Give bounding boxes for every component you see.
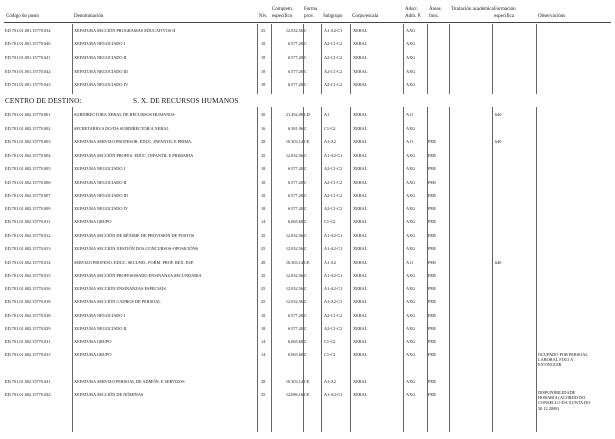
cell-comp: 6.577,20	[287, 82, 303, 87]
cell-form: CE	[304, 139, 310, 144]
cell-adscr: AXG	[406, 246, 416, 251]
cell-form: C	[304, 69, 307, 74]
cell-adscr: AXG	[406, 313, 416, 318]
cell-code: ED.701.01.001.15770.042	[5, 69, 51, 74]
cell-level: 25	[261, 299, 266, 304]
cell-level: 18	[261, 313, 266, 318]
cell-level: 18	[261, 180, 266, 185]
cell-sub: A1-A2-C1	[324, 273, 343, 278]
cell-name: XEFATURA NEGOCIADO III	[74, 69, 128, 74]
cell-name: XEFATURA SECCIÓN CADROS DE PERSOAL	[74, 299, 161, 304]
cell-form: C	[304, 41, 307, 46]
cell-level: 14	[261, 352, 266, 357]
cell-adscr: A11	[406, 260, 414, 265]
cell-corpo: XERAL	[353, 55, 368, 60]
cell-sub: A1-A2-C1	[324, 28, 343, 33]
cell-comp: 6.577,20	[287, 55, 303, 60]
cell-comp: 6.577,20	[287, 193, 303, 198]
cell-area: PER	[428, 166, 436, 171]
cell-formacion: 640	[495, 139, 502, 144]
cell-comp: 12.032,56	[285, 28, 303, 33]
cell-code: ED.701.01.002.15770.007	[5, 193, 51, 198]
cell-comp: 12.032,56	[285, 286, 303, 291]
cell-adscr: AXG	[406, 82, 416, 87]
table-row	[0, 379, 615, 388]
cell-formacion: 640	[495, 260, 502, 265]
cell-level: 14	[261, 339, 266, 344]
observation-persoal-laboral	[538, 352, 588, 368]
section-name: S. X. DE RECURSOS HUMANOS	[133, 97, 239, 105]
cell-code: ED.701.01.002.15770.002	[5, 126, 51, 131]
cell-form: C	[304, 153, 307, 158]
header-forma-1: Forma	[304, 7, 318, 12]
cell-name: SECRETARIO/A DO/DA SUBDIRECTOR/A XERAL	[74, 126, 169, 131]
header-codigo: Código do posto	[6, 14, 40, 19]
cell-sub: A1-A2-C1	[324, 246, 343, 251]
header-observacions: Observacións	[538, 14, 566, 19]
observation-dispoñibilidade	[538, 390, 590, 411]
cell-code: ED.701.01.001.15770.034	[5, 28, 51, 33]
cell-area: PER	[428, 219, 436, 224]
cell-level: 18	[261, 193, 266, 198]
header-corpo: Corpo/escala	[352, 14, 379, 19]
cell-corpo: XERAL	[353, 139, 368, 144]
cell-sub: C1-C2	[324, 219, 336, 224]
cell-level: 14	[261, 219, 266, 224]
header-formacion-2: específica	[494, 14, 514, 19]
cell-level: 18	[261, 41, 266, 46]
table-row	[0, 82, 615, 91]
cell-form: C	[304, 193, 307, 198]
cell-form: C	[304, 286, 307, 291]
cell-comp: 16.303,14	[285, 260, 303, 265]
header-areas-2: func.	[429, 14, 440, 19]
table-row	[0, 352, 615, 361]
cell-corpo: XERAL	[353, 326, 368, 331]
cell-name: XEFATURA NEGOCIADO III	[74, 193, 128, 198]
cell-sub: A1-A2-C1	[324, 233, 343, 238]
cell-area: PER	[428, 206, 436, 211]
header-forma-2: prov.	[304, 14, 315, 19]
cell-corpo: XERAL	[353, 233, 368, 238]
header-rule	[4, 22, 611, 23]
header-complemento-2: específico	[272, 14, 293, 19]
cell-adscr: AXG	[406, 69, 416, 74]
cell-form: C	[304, 126, 307, 131]
cell-level: 18	[261, 166, 266, 171]
cell-corpo: XERAL	[353, 246, 368, 251]
cell-area: PER	[428, 139, 436, 144]
observation-line: CONSELLO DA XUNTA DO	[538, 400, 591, 406]
cell-adscr: AXG	[406, 352, 416, 357]
cell-adscr: AXG	[406, 326, 416, 331]
cell-level: 25	[261, 153, 266, 158]
header-areas-1: Áreas	[429, 7, 441, 12]
cell-name: XEFATURA NEGOCIADO II	[74, 55, 127, 60]
cell-sub: A1-A2-C1	[324, 153, 343, 158]
cell-name: XEFATURA GRUPO	[74, 339, 112, 344]
cell-name: XEFATURA SERVIZO PERSOAL DE ADMÓN. E SERVIZOS	[74, 379, 185, 384]
cell-comp: 6.065,60	[287, 219, 303, 224]
cell-name: SUBDIRECTORA XERAL DE RECURSOS HUMANOS	[74, 112, 175, 117]
cell-adscr: AXG	[406, 41, 416, 46]
cell-level: 30	[261, 112, 266, 117]
cell-sub: C1-C2	[324, 339, 336, 344]
cell-name: XEFATURA NEGOCIADO II	[74, 326, 127, 331]
cell-corpo: XERAL	[353, 82, 368, 87]
cell-name: XEFATURA NEGOCIADO IV	[74, 206, 129, 211]
cell-form: C	[304, 299, 307, 304]
cell-adscr: AXG	[406, 379, 416, 384]
table-row	[0, 41, 615, 50]
cell-sub: A2-C1-C2	[324, 41, 343, 46]
cell-form: C	[304, 273, 307, 278]
cell-level: 25	[261, 28, 266, 33]
cell-adscr: AXG	[406, 286, 416, 291]
cell-adscr: AXG	[406, 339, 416, 344]
cell-level: 28	[261, 260, 266, 265]
cell-corpo: XERAL	[353, 166, 368, 171]
cell-comp: 6.065,60	[287, 352, 303, 357]
cell-name: XEFATURA NEGOCIADO I	[74, 41, 126, 46]
cell-code: ED.701.01.002.15770.003	[5, 139, 51, 144]
cell-area: PER	[428, 286, 436, 291]
cell-comp: 12.032,56	[285, 153, 303, 158]
table-row	[0, 260, 615, 269]
header-titulacion: Titulación académica	[451, 7, 494, 12]
cell-corpo: XERAL	[353, 69, 368, 74]
cell-comp: 12.032,56	[285, 299, 303, 304]
table-row	[0, 69, 615, 78]
cell-corpo: XERAL	[353, 153, 368, 158]
header-adscricion-2: Adm. P.	[405, 14, 421, 19]
cell-corpo: XERAL	[353, 379, 368, 384]
cell-name: XEFATURA NEGOCIADO II	[74, 180, 127, 185]
cell-code: ED.701.01.002.15770.042	[5, 392, 51, 397]
cell-form: C	[304, 313, 307, 318]
cell-name: XEFATURA GRUPO	[74, 352, 112, 357]
cell-level: 18	[261, 69, 266, 74]
table-row	[0, 28, 615, 37]
section-label: CENTRO DE DESTINO:	[5, 97, 82, 105]
table-row	[0, 286, 615, 295]
cell-formacion: 640	[495, 112, 502, 117]
cell-adscr: AXG	[406, 299, 416, 304]
cell-sub: A1-A2	[324, 379, 336, 384]
cell-adscr: AXG	[406, 180, 416, 185]
cell-sub: A1	[324, 112, 330, 117]
cell-comp: 6.577,20	[287, 313, 303, 318]
header-subgrupo: Subgrupo	[323, 14, 343, 19]
cell-level: 25	[261, 286, 266, 291]
cell-area: PER	[428, 326, 436, 331]
cell-sub: A1-A2	[324, 260, 336, 265]
cell-corpo: XERAL	[353, 28, 368, 33]
cell-sub: A2-C1-C2	[324, 193, 343, 198]
cell-level: 25	[261, 246, 266, 251]
table-row	[0, 55, 615, 64]
header-denominacion: Denominación	[74, 14, 104, 19]
cell-code: ED.701.01.002.15770.015	[5, 273, 51, 278]
cell-name: XEFATURA SECCIÓN XESTIÓN DOS CONCURSOS-OPOSICIÓNS	[74, 246, 199, 251]
cell-code: ED.701.01.002.15770.031	[5, 339, 51, 344]
cell-adscr: AXG	[406, 206, 416, 211]
cell-adscr: AXG	[406, 219, 416, 224]
cell-name: XEFATURA NEGOCIADO I	[74, 313, 126, 318]
cell-corpo: XERAL	[353, 286, 368, 291]
cell-sub: A1-A2-C1	[324, 286, 343, 291]
header-formacion-1: Formación	[494, 7, 516, 12]
observation-line: DISPOÑIBILIDADE	[538, 390, 576, 395]
cell-corpo: XERAL	[353, 206, 368, 211]
cell-area: PER	[428, 233, 436, 238]
cell-area: PER	[428, 299, 436, 304]
cell-sub: A2-C1-C2	[324, 180, 343, 185]
cell-code: ED.701.01.002.15770.009	[5, 206, 51, 211]
cell-comp: 6.577,20	[287, 180, 303, 185]
cell-code: ED.701.01.002.15770.006	[5, 180, 51, 185]
cell-form: C	[304, 166, 307, 171]
header-complemento-1: Complem.	[272, 7, 293, 12]
cell-corpo: XERAL	[353, 193, 368, 198]
cell-corpo: XERAL	[353, 41, 368, 46]
cell-sub: A2-C1-C2	[324, 82, 343, 87]
cell-area: PER	[428, 193, 436, 198]
cell-sub: A1-A2-C1	[324, 299, 343, 304]
cell-form: C	[304, 219, 307, 224]
cell-area: PER	[428, 153, 436, 158]
observation-line: HORARIA (ACORDO DO	[538, 395, 586, 401]
cell-name: XEFATURA GRUPO	[74, 219, 112, 224]
observation-line: OCUPADO POR PERSOAL	[538, 352, 588, 357]
cell-name: XEFATURA NEGOCIADO IV	[74, 82, 129, 87]
cell-form: C	[304, 246, 307, 251]
cell-form: C	[304, 326, 307, 331]
cell-comp: 6.577,20	[287, 166, 303, 171]
cell-adscr: AXG	[406, 273, 416, 278]
cell-form: C	[304, 339, 307, 344]
cell-code: ED.701.01.002.15770.033	[5, 352, 51, 357]
cell-name: XEFATURA SECCIÓN PROFESORADO ENSINANZA SECUNDARIA	[74, 273, 202, 278]
observation-line: LABORAL FIXO A	[538, 357, 574, 363]
cell-sub: A2-C1-C2	[324, 55, 343, 60]
cell-form: C	[304, 180, 307, 185]
cell-adscr: A11	[406, 112, 414, 117]
table-row	[0, 112, 615, 121]
cell-adscr: AXG	[406, 28, 416, 33]
cell-adscr: AXG	[406, 126, 416, 131]
cell-name: XEFATURA NEGOCIADO I	[74, 166, 126, 171]
cell-area: PER	[428, 246, 436, 251]
table-row	[0, 206, 615, 215]
cell-code: ED.701.01.002.15770.012	[5, 233, 51, 238]
cell-sub: C1-C2	[324, 352, 336, 357]
cell-corpo: XERAL	[353, 352, 368, 357]
cell-area: PER	[428, 273, 436, 278]
cell-comp: 16.303,14	[285, 379, 303, 384]
observation-line: EXTINGUIR	[538, 362, 562, 368]
cell-corpo: XERAL	[353, 260, 368, 265]
cell-area: PER	[428, 379, 436, 384]
table-row	[0, 193, 615, 202]
table-row	[0, 273, 615, 282]
table-row	[0, 392, 615, 401]
cell-level: 25	[261, 273, 266, 278]
observation-line: 30.12.2008)	[538, 405, 559, 411]
cell-code: ED.701.01.002.15770.016	[5, 286, 51, 291]
table-row	[0, 126, 615, 135]
cell-code: ED.701.01.002.15770.028	[5, 313, 51, 318]
cell-form: C	[304, 206, 307, 211]
table-row	[0, 166, 615, 175]
cell-level: 18	[261, 206, 266, 211]
cell-area: PER	[428, 313, 436, 318]
cell-area: PER	[428, 339, 436, 344]
cell-corpo: XERAL	[353, 180, 368, 185]
cell-code: ED.701.01.002.15770.014	[5, 260, 51, 265]
cell-code: ED.701.01.002.15770.011	[5, 219, 51, 224]
cell-corpo: XERAL	[353, 219, 368, 224]
cell-code: ED.701.01.002.15770.005	[5, 166, 51, 171]
cell-comp: 6.381,96	[287, 126, 303, 131]
cell-code: ED.701.01.002.15770.041	[5, 379, 51, 384]
table-row	[0, 219, 615, 228]
cell-name: SERVIZO PROFESO. EDUC. SECUND., FORM. PROF. REX. ESP.	[74, 260, 194, 265]
table-row	[0, 153, 615, 162]
cell-form: CE	[304, 260, 310, 265]
cell-name: XEFATURA SECCIÓN DE NÓMINAS	[74, 392, 144, 397]
table-row	[0, 326, 615, 335]
table-row	[0, 139, 615, 148]
cell-code: ED.701.01.001.15770.040	[5, 41, 51, 46]
cell-adscr: AXG	[406, 193, 416, 198]
cell-form: C	[304, 233, 307, 238]
cell-comp: 12.032,56	[285, 233, 303, 238]
cell-area: PER	[428, 260, 436, 265]
cell-name: XEFATURA SECCIÓN PROFES. EDUC. INFANTIL E PRIMARIA	[74, 153, 194, 158]
cell-sub: A1-A2	[324, 139, 336, 144]
cell-sub: A2-C1-C2	[324, 166, 343, 171]
cell-level: 16	[261, 126, 266, 131]
cell-code: ED.701.01.001.15770.043	[5, 82, 51, 87]
table-row	[0, 246, 615, 255]
cell-adscr: AXG	[406, 233, 416, 238]
cell-comp: 12.032,56	[285, 273, 303, 278]
cell-area: PER	[428, 180, 436, 185]
cell-code: ED.701.01.002.15770.001	[5, 112, 51, 117]
cell-corpo: XERAL	[353, 339, 368, 344]
cell-name: XEFATURA SECCIÓN DE RÉXIME DE PROVISIÓN DE POSTOS	[74, 233, 195, 238]
cell-level: 28	[261, 379, 266, 384]
cell-corpo: XERAL	[353, 299, 368, 304]
table-row	[0, 299, 615, 308]
cell-adscr: AXG	[406, 166, 416, 171]
cell-form: C	[304, 352, 307, 357]
cell-area: PER	[428, 392, 436, 397]
cell-level: 25	[261, 233, 266, 238]
cell-sub: A2-C1-C2	[324, 206, 343, 211]
cell-level: 25	[261, 392, 266, 397]
cell-sub: A2-C1-C2	[324, 69, 343, 74]
cell-comp: 16.303,14	[285, 139, 303, 144]
cell-form: CE	[304, 379, 310, 384]
cell-form: CE	[304, 392, 310, 397]
cell-name: XEFATURA SECCIÓN PROGRAMAS EDUCATIVOS II	[74, 28, 176, 33]
cell-level: 18	[261, 82, 266, 87]
cell-level: 18	[261, 326, 266, 331]
cell-name: XEFATURA SECCIÓN ENSINANZAS ESPECIAIS	[74, 286, 166, 291]
cell-comp: 21.452,00	[285, 112, 303, 117]
cell-adscr: AXG	[406, 153, 416, 158]
cell-comp: 6.577,20	[287, 326, 303, 331]
cell-code: ED.701.01.001.15770.041	[5, 55, 51, 60]
cell-level: 18	[261, 55, 266, 60]
cell-form: C	[304, 82, 307, 87]
table-row	[0, 313, 615, 322]
table-row	[0, 339, 615, 348]
cell-name: XEFATURA SERVIZO PROFESOR. EDUC. INFANTIL E PRIMA.	[74, 139, 193, 144]
cell-comp: 6.577,20	[287, 41, 303, 46]
cell-corpo: XERAL	[353, 273, 368, 278]
cell-sub: A2-C1-C2	[324, 313, 343, 318]
cell-adscr: AXG	[406, 392, 416, 397]
cell-form: C	[304, 28, 307, 33]
cell-code: ED.701.01.002.15770.004	[5, 153, 51, 158]
cell-comp: 12.032,56	[285, 246, 303, 251]
cell-comp: 6.577,20	[287, 69, 303, 74]
cell-comp: 12.086,16	[285, 392, 303, 397]
cell-area: PER	[428, 352, 436, 357]
cell-corpo: XERAL	[353, 392, 368, 397]
cell-form: LD	[304, 112, 310, 117]
cell-adscr: A11	[406, 139, 414, 144]
cell-sub: A2-C1-C2	[324, 326, 343, 331]
cell-comp: 6.577,20	[287, 206, 303, 211]
cell-corpo: XERAL	[353, 112, 368, 117]
table-row	[0, 233, 615, 242]
header-nivel: Niv.	[259, 14, 268, 19]
table-row	[0, 180, 615, 189]
cell-adscr: AXG	[406, 55, 416, 60]
cell-corpo: XERAL	[353, 313, 368, 318]
cell-code: ED.701.01.002.15770.013	[5, 246, 51, 251]
cell-form: C	[304, 55, 307, 60]
cell-sub: A1-A2-C1	[324, 392, 343, 397]
cell-code: ED.701.01.002.15770.029	[5, 326, 51, 331]
header-adscricion-1: Adscr.	[405, 7, 418, 12]
cell-corpo: XERAL	[353, 126, 368, 131]
cell-comp: 6.065,60	[287, 339, 303, 344]
cell-level: 28	[261, 139, 266, 144]
cell-code: ED.701.01.002.15770.018	[5, 299, 51, 304]
cell-sub: C1-C2	[324, 126, 336, 131]
